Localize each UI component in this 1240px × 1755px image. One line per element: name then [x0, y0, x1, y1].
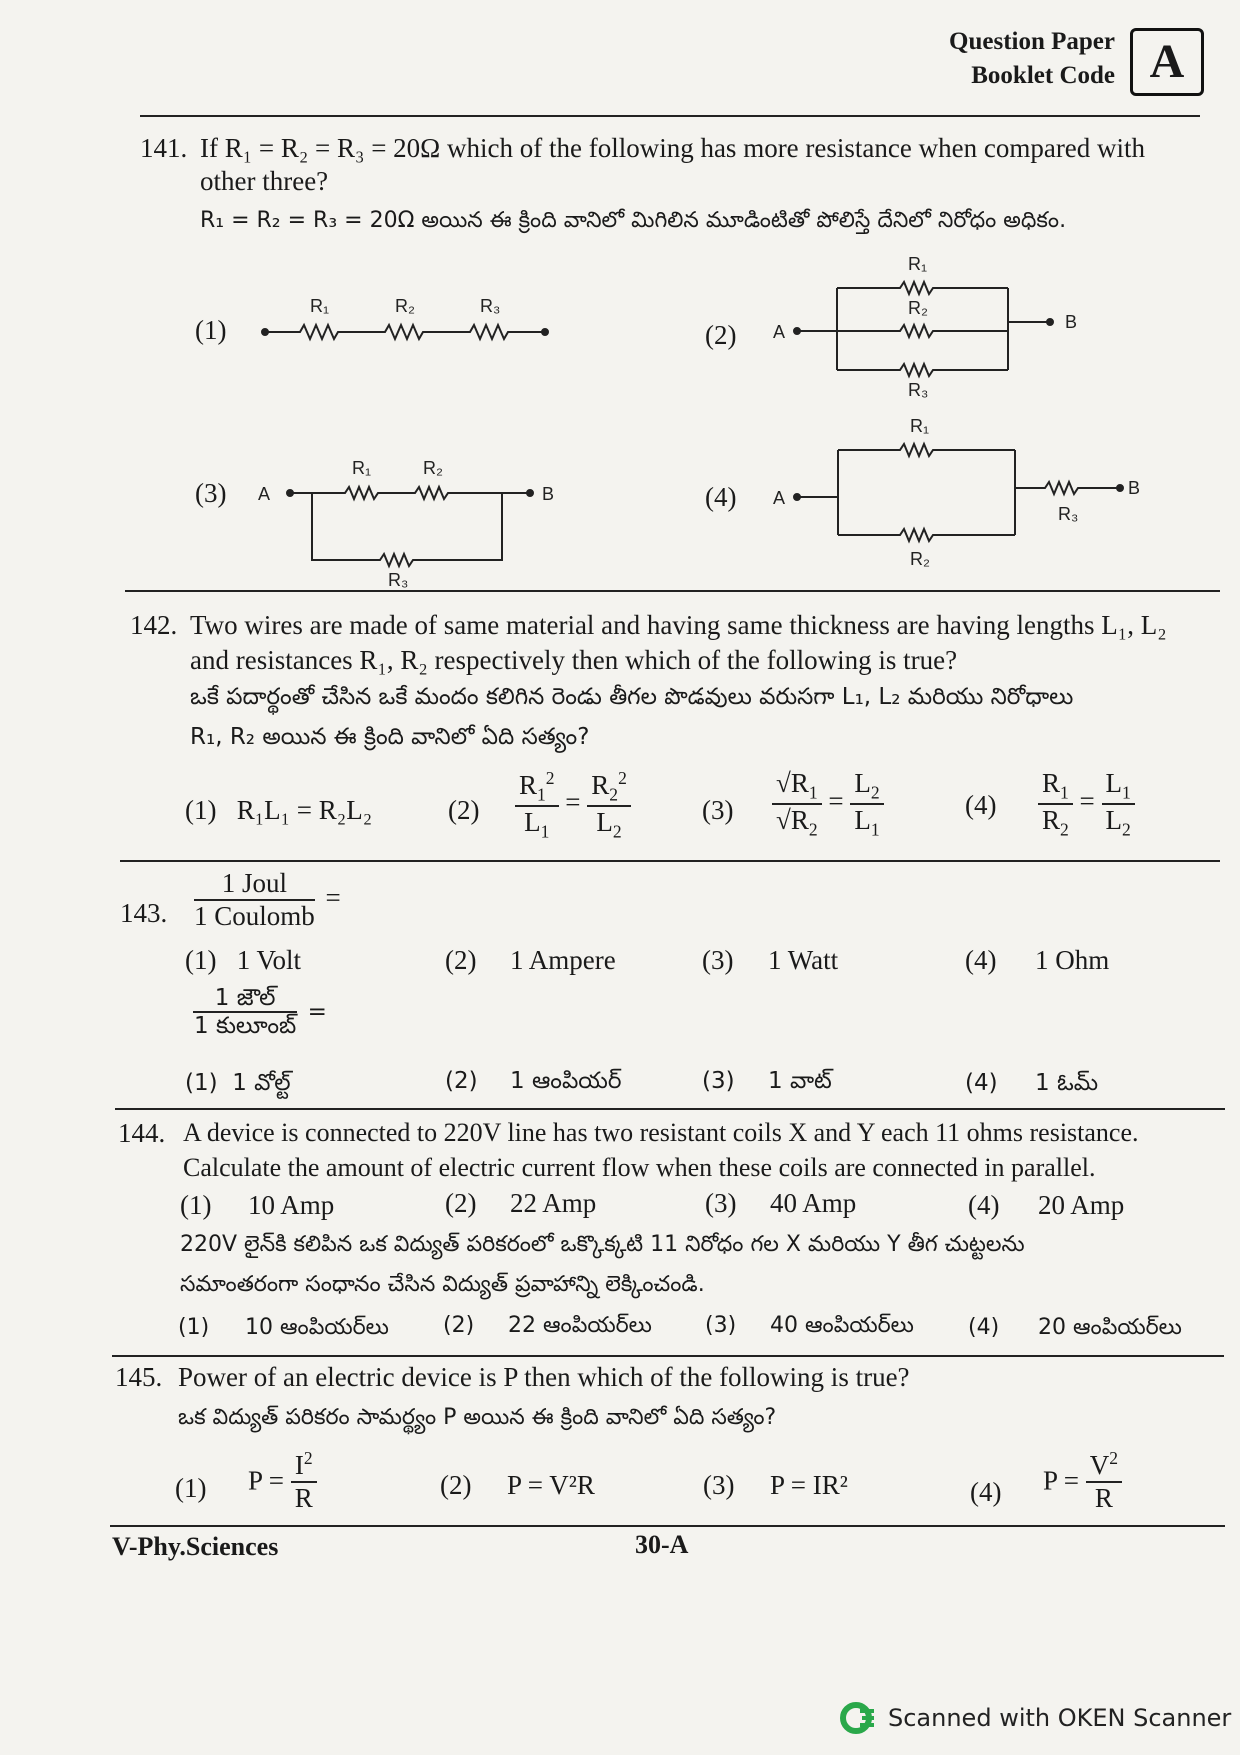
- c3-r3: R₃: [388, 570, 409, 590]
- q141-number: 141.: [140, 133, 188, 163]
- q141-option1-label: (1): [195, 315, 227, 345]
- q145-text: Power of an electric device is P then which of the following is true?: [178, 1362, 910, 1392]
- q145-opt1-label: (1): [175, 1473, 207, 1503]
- c3-a: A: [258, 484, 271, 504]
- q143-opt4-label-en: (4): [965, 945, 997, 975]
- q142-option2-label: (2): [448, 795, 480, 825]
- q143-opt3-label-en: (3): [702, 945, 734, 975]
- q142-text-line1: Two wires are made of same material and having same thickness are having lengths L₁, L₂: [190, 610, 1167, 640]
- c3-b: B: [542, 484, 555, 504]
- c1-r1: R₁: [310, 296, 330, 316]
- c4-b: B: [1128, 478, 1141, 498]
- q142-text-line2: and resistances R₁, R₂ respectively then which of the following is true?: [190, 645, 958, 675]
- q144-opt1-label-te: (1): [178, 1315, 210, 1340]
- scanner-text: Scanned with OKEN Scanner: [888, 1704, 1232, 1732]
- q144-opt2-text-en: 22 Amp: [510, 1188, 597, 1218]
- c2-b: B: [1065, 312, 1078, 332]
- q142-divider: [120, 860, 1220, 862]
- q145-opt3-formula: P = IR²: [770, 1470, 848, 1500]
- footer-subject: V-Phy.Sciences: [112, 1532, 279, 1561]
- q141-option2-label: (2): [705, 320, 737, 350]
- c1-r2: R₂: [395, 296, 415, 316]
- circuit3-series-parallel: [290, 487, 530, 566]
- c3-r2: R₂: [423, 458, 443, 478]
- c4-a: A: [773, 488, 786, 508]
- q143-opt4-text-en: 1 Ohm: [1035, 945, 1110, 975]
- q144-opt2-text-te: 22 ఆంపియర్‌లు: [508, 1313, 652, 1338]
- c2-r1: R₁: [908, 254, 928, 274]
- q144-divider: [112, 1355, 1224, 1357]
- q142-option1: (1) R₁L₁ = R₂L₂: [185, 795, 373, 825]
- q143-opt2-text-te: 1 ఆంపియర్: [510, 1068, 622, 1094]
- q144-text-line2: Calculate the amount of electric current flow when these coils are connected in parallel.: [183, 1153, 1096, 1182]
- oken-scanner-icon: [840, 1700, 876, 1736]
- q145-telugu: ఒక విద్యుత్ పరికరం సామర్థ్యం P అయిన ఈ క్రింది వానిలో ఏది సత్యం?: [178, 1405, 777, 1430]
- q143-opt4-text-te: 1 ఓమ్: [1035, 1070, 1099, 1096]
- q143-opt2-text-en: 1 Ampere: [510, 945, 616, 975]
- q143-opt3-label-te: (3): [702, 1068, 735, 1094]
- q142-number: 142.: [130, 610, 178, 640]
- q144-opt1-text-en: 10 Amp: [248, 1190, 335, 1220]
- q141-option4-label: (4): [705, 482, 737, 512]
- q144-opt2-label-en: (2): [445, 1188, 477, 1218]
- q143-opt2-label-en: (2): [445, 945, 477, 975]
- q142-telugu-line1: ఒకే పదార్థంతో చేసిన ఒకే మందం కలిగిన రెండు తీగల పొడవులు వరుసగా L₁, L₂ మరియు నిరోధాలు: [190, 684, 1074, 710]
- q143-opt2-label-te: (2): [445, 1068, 478, 1094]
- q141-text-line2: other three?: [200, 166, 329, 196]
- q144-opt4-text-te: 20 ఆంపియర్‌లు: [1038, 1315, 1182, 1340]
- q144-telugu-line1: 220V లైన్‌కి కలిపిన ఒక విద్యుత్ పరికరంలో ఒక్కొక్కటి 11 నిరోధం గల X మరియు Y తీగ చుట్టలను: [180, 1232, 1025, 1257]
- circuit1-series-resistors: [265, 325, 545, 339]
- c4-r3: R₃: [1058, 504, 1079, 524]
- q143-number: 143.: [120, 898, 168, 928]
- q144-telugu-line2: సమాంతరంగా సంధానం చేసిన విద్యుత్ ప్రవాహాన్ని లెక్కించండి.: [180, 1272, 705, 1297]
- q141-text-line1: If R₁ = R₂ = R₃ = 20Ω which of the following has more resistance when compared with: [200, 133, 1146, 163]
- q141-telugu: R₁ = R₂ = R₃ = 20Ω అయిన ఈ క్రింది వానిలో మిగిలిన మూడింటితో పోలిస్తే దేనిలో నిరోధం అధికం.: [200, 208, 1067, 233]
- q143-fraction-en: $\frac{\text{1 Joul}}{\text{1 Coulomb}}$ =: [194, 868, 341, 932]
- c2-r2: R₂: [908, 298, 928, 318]
- q142-telugu-line2: R₁, R₂ అయిన ఈ క్రింది వానిలో ఏది సత్యం?: [190, 724, 590, 750]
- booklet-code-box: A: [1130, 28, 1204, 96]
- circuit1-terminal-right: [542, 329, 548, 335]
- circuit4-parallel-series: [797, 444, 1120, 541]
- c4-r1: R₁: [910, 416, 930, 436]
- q144-opt1-text-te: 10 ఆంపియర్‌లు: [245, 1315, 389, 1340]
- q142-option4-formula: $\frac{R_1}{R_2}$ = $\frac{L_1}{L_2}$: [1038, 768, 1135, 839]
- footer-page-number: 30-A: [635, 1530, 689, 1559]
- scanner-watermark: [840, 1700, 1231, 1736]
- q143-options-te: (1) 1 వోల్ట్: [185, 1070, 291, 1096]
- q144-opt4-text-en: 20 Amp: [1038, 1190, 1125, 1220]
- q145-opt4-label: (4): [970, 1477, 1002, 1507]
- booklet-label-line1: Question Paper: [949, 28, 1115, 55]
- q144-opt2-label-te: (2): [443, 1313, 475, 1338]
- q143-opt3-text-te: 1 వాట్: [768, 1068, 832, 1094]
- q144-number: 144.: [118, 1118, 166, 1148]
- q144-text-line1: A device is connected to 220V line has two resistant coils X and Y each 11 ohms resistance.: [183, 1118, 1139, 1147]
- q145-opt3-label: (3): [703, 1470, 735, 1500]
- q142-option1-text: R₁L₁ = R₂L₂: [236, 795, 373, 825]
- circuit2-parallel-resistors: [797, 282, 1050, 376]
- q144-opt1-label-en: (1): [180, 1190, 212, 1220]
- q142-option3-formula: $\frac{√R_1}{√R_2}$ = $\frac{L_2}{L_1}$: [772, 768, 884, 839]
- q143-opt3-text-en: 1 Watt: [768, 945, 839, 975]
- q143-options-en: (1) 1 Volt: [185, 945, 302, 975]
- q142-option3-label: (3): [702, 795, 734, 825]
- q145-number: 145.: [115, 1362, 163, 1392]
- q144-opt3-text-te: 40 ఆంపియర్‌లు: [770, 1313, 914, 1338]
- q143-divider: [115, 1108, 1225, 1110]
- q144-opt4-label-te: (4): [968, 1315, 1000, 1340]
- q145-opt1-formula: P = $\frac{I^2}{R}$: [248, 1448, 317, 1514]
- c4-r2: R₂: [910, 549, 930, 569]
- q141-option3-label: (3): [195, 478, 227, 508]
- q141-divider: [125, 590, 1220, 592]
- q145-divider: [110, 1525, 1225, 1527]
- q143-fraction-te: $\frac{\text{1 జౌల్}}{\text{1 కులూంబ్}}$ =: [194, 985, 327, 1040]
- c3-r1: R₁: [352, 458, 372, 478]
- q145-opt2-formula: P = V²R: [507, 1470, 595, 1500]
- q144-opt3-label-te: (3): [705, 1313, 737, 1338]
- q144-opt3-label-en: (3): [705, 1188, 737, 1218]
- q143-opt4-label-te: (4): [965, 1070, 998, 1096]
- c2-a: A: [773, 322, 786, 342]
- booklet-label-line2: Booklet Code: [971, 62, 1115, 89]
- c1-r3: R₃: [480, 296, 501, 316]
- q142-option4-label: (4): [965, 790, 997, 820]
- q142-option2-formula: $\frac{R_1^2}{L_1}$ = $\frac{R_2^2}{L_2}$: [515, 768, 631, 841]
- q145-opt4-formula: P = $\frac{V^2}{R}$: [1043, 1448, 1122, 1514]
- q145-opt2-label: (2): [440, 1470, 472, 1500]
- q144-opt3-text-en: 40 Amp: [770, 1188, 857, 1218]
- c2-r3: R₃: [908, 380, 929, 400]
- q144-opt4-label-en: (4): [968, 1190, 1000, 1220]
